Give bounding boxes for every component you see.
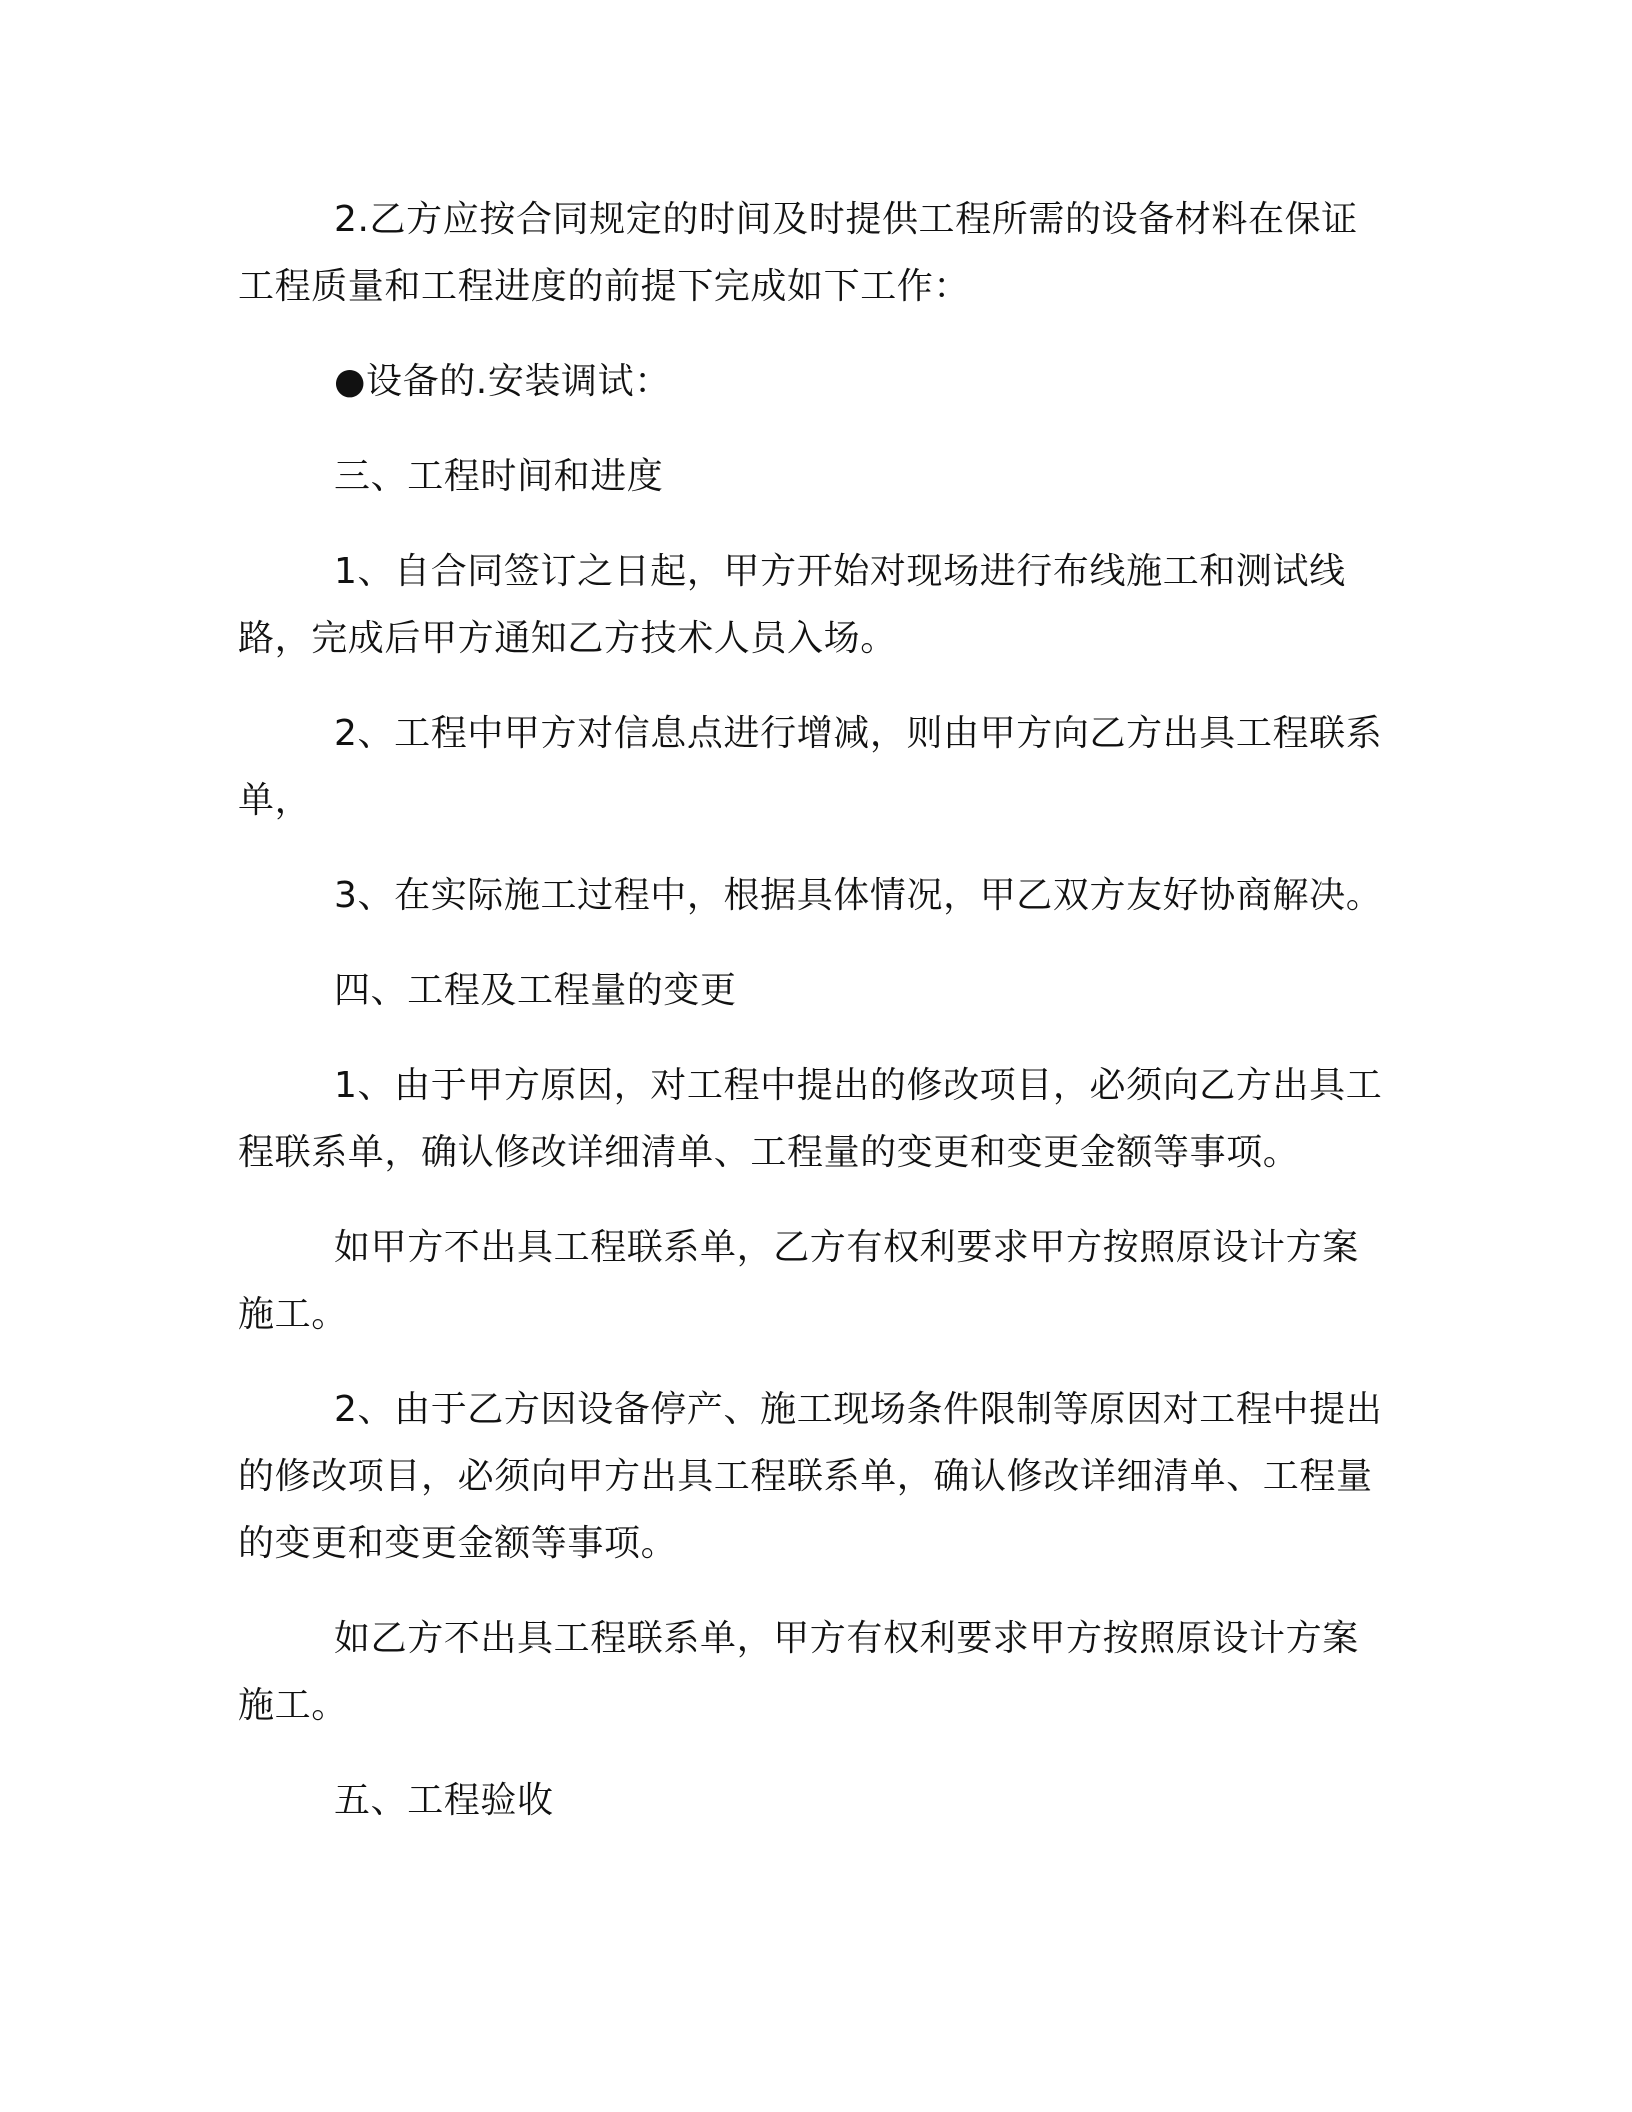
paragraph-schedule-item-2: 2、工程中甲方对信息点进行增减，则由甲方向乙方出具工程联系单， <box>238 713 1383 821</box>
section-heading-changes: 四、工程及工程量的变更 <box>334 970 737 1011</box>
document-body <box>238 186 1388 1862</box>
paragraph-schedule-item-3: 3、在实际施工过程中，根据具体情况，甲乙双方友好协商解决。 <box>334 875 1383 916</box>
paragraph-install-debug: ●设备的.安装调试： <box>334 361 671 402</box>
paragraph-changes-item-1: 1、由于甲方原因，对工程中提出的修改项目，必须向乙方出具工程联系单，确认修改详细清单、工程量的变更和变更金额等事项。 <box>238 1065 1383 1173</box>
paragraph-changes-item-2: 2、由于乙方因设备停产、施工现场条件限制等原因对工程中提出的修改项目，必须向甲方出具工程联系单，确认修改详细清单、工程量的变更和变更金额等事项。 <box>238 1389 1383 1564</box>
paragraph-equipment-supply: 2.乙方应按合同规定的时间及时提供工程所需的设备材料在保证工程质量和工程进度的前提下完成如下工作： <box>238 199 1358 307</box>
paragraph-changes-party-b: 如乙方不出具工程联系单，甲方有权利要求甲方按照原设计方案施工。 <box>238 1618 1359 1726</box>
paragraph-changes-party-a: 如甲方不出具工程联系单，乙方有权利要求甲方按照原设计方案施工。 <box>238 1227 1359 1335</box>
section-heading-schedule: 三、工程时间和进度 <box>334 456 664 497</box>
paragraph-schedule-item-1: 1、自合同签订之日起，甲方开始对现场进行布线施工和测试线路，完成后甲方通知乙方技术人员入场。 <box>238 551 1346 659</box>
section-heading-acceptance: 五、工程验收 <box>334 1780 554 1821</box>
